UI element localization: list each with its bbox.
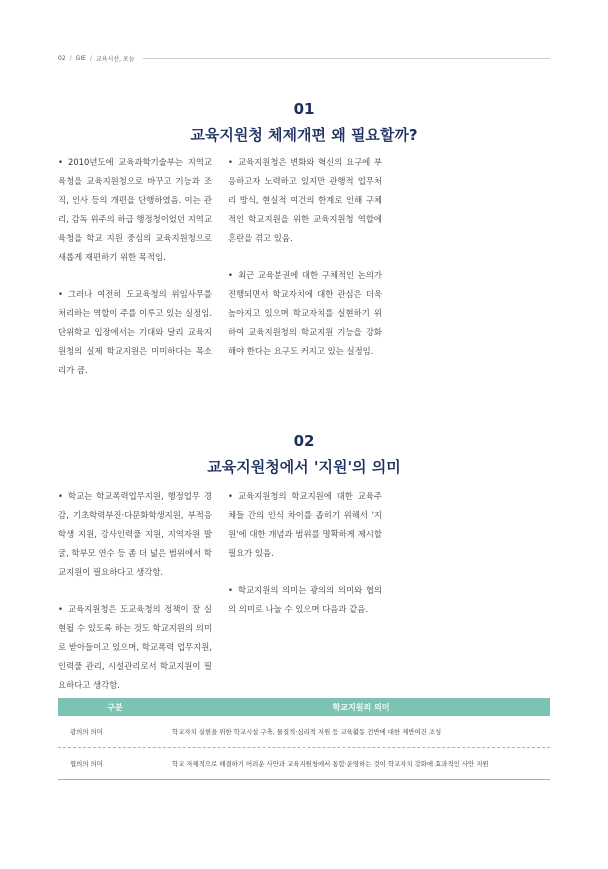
table-row [58, 716, 550, 748]
page-header [58, 52, 550, 64]
bullet-icon: • [228, 157, 233, 167]
table-header-row [58, 698, 550, 716]
bullet-icon: • [58, 604, 63, 614]
table-header-category: 구분 [107, 702, 123, 712]
school-support-table [58, 698, 550, 780]
section2-left-para-1: • 학교는 학교폭력업무지원, 행정업무 경감, 기초학력부진·다문화학생지원, 부적응학생 지원, 강사인력풀 지원, 지역자원 발굴, 학부모 연수 등 좀 더 넓은 범위에서 학교지원이 필요하다고 생각함. [58, 487, 212, 582]
section2-right-para-1: • 교육지원청의 학교지원에 대한 교육주체들 간의 인식 차이를 좁히기 위해서 '지원'에 대한 개념과 범위를 명확하게 제시할 필요가 있음. [228, 487, 382, 563]
section1-title: 교육지원청 체제개편 왜 필요할까? [190, 126, 418, 144]
header-rule [143, 58, 550, 59]
breadcrumb-separator: / [69, 54, 72, 62]
table-row [58, 748, 550, 780]
section2-title: 교육지원청에서 '지원'의 의미 [207, 458, 401, 476]
table-cell-meaning: 학교자치 실현을 위한 학교시설 구축, 물질적·심리적 지원 등 교육활동 전반에 대한 제반여건 조성 [172, 728, 442, 736]
section1-left-para-1: • 2010년도에 교육과학기술부는 지역교육청을 교육지원청으로 바꾸고 기능과 조직, 인사 등의 개편을 단행하였음. 이는 관리, 감독 위주의 하급 행정청이었던 지역교육청을 학교 지원 중심의 교육지원청으로 새롭게 재편하기 위한 목적임. [58, 153, 212, 267]
section1-number: 01 [293, 100, 315, 118]
table-cell-category: 협의의 의미 [70, 760, 103, 768]
table-cell-category: 광의의 의미 [70, 728, 103, 736]
section1-right-para-1: • 교육지원청은 변화와 혁신의 요구에 부응하고자 노력하고 있지만 관행적 업무처리 방식, 현실적 여건의 한계로 인해 구체적인 학교지원을 위한 교육지원청 역할에 혼란을 겪고 있음. [228, 153, 382, 248]
bullet-icon: • [228, 585, 233, 595]
section2-right-column [228, 487, 382, 637]
section1-right-column [228, 153, 382, 379]
section1-right-para-2: • 최근 교육분권에 대한 구체적인 논의가 진행되면서 학교자치에 대한 관심은 더욱 높아지고 있으며 학교자치를 실현하기 위하여 교육지원청의 학교지원 기능을 강화해야 한다는 요구도 커지고 있는 실정임. [228, 266, 382, 361]
table-header-meaning: 학교지원의 의미 [332, 702, 390, 712]
section2-number: 02 [293, 432, 315, 450]
bullet-icon: • [228, 270, 233, 280]
page-number: 02 [58, 54, 66, 62]
breadcrumb-section: GIE [75, 54, 86, 62]
section2-right-para-2: • 학교지원의 의미는 광의의 의미와 협의의 의미로 나눌 수 있으며 다음과 같음. [228, 581, 382, 619]
breadcrumb-subsection: 교육시선, 포늠 [95, 55, 135, 63]
bullet-icon: • [58, 491, 63, 501]
bullet-icon: • [58, 157, 63, 167]
bullet-icon: • [228, 491, 233, 501]
section1-left-column [58, 153, 212, 398]
bullet-icon: • [58, 289, 63, 299]
section2-left-column [58, 487, 212, 713]
section1-left-para-2: • 그러나 여전히 도교육청의 위임사무를 처리하는 역할이 주를 이루고 있는 실정임. 단위학교 입장에서는 기대와 달리 교육지원청의 실제 학교지원은 미미하다는 목소리가 큼. [58, 285, 212, 380]
section2-left-para-2: • 교육지원청은 도교육청의 정책이 잘 실현될 수 있도록 하는 것도 학교지원의 의미로 받아들이고 있으며, 학교폭력 업무지원, 인력풀 관리, 시설관리로서 학교지원이 필요하다고 생각함. [58, 600, 212, 695]
table-cell-meaning: 학교 자체적으로 해결하기 어려운 사안과 교육지원청에서 통합·운영하는 것이 학교자치 강화에 효과적인 사안 지원 [172, 760, 489, 768]
breadcrumb-separator: / [89, 54, 92, 62]
